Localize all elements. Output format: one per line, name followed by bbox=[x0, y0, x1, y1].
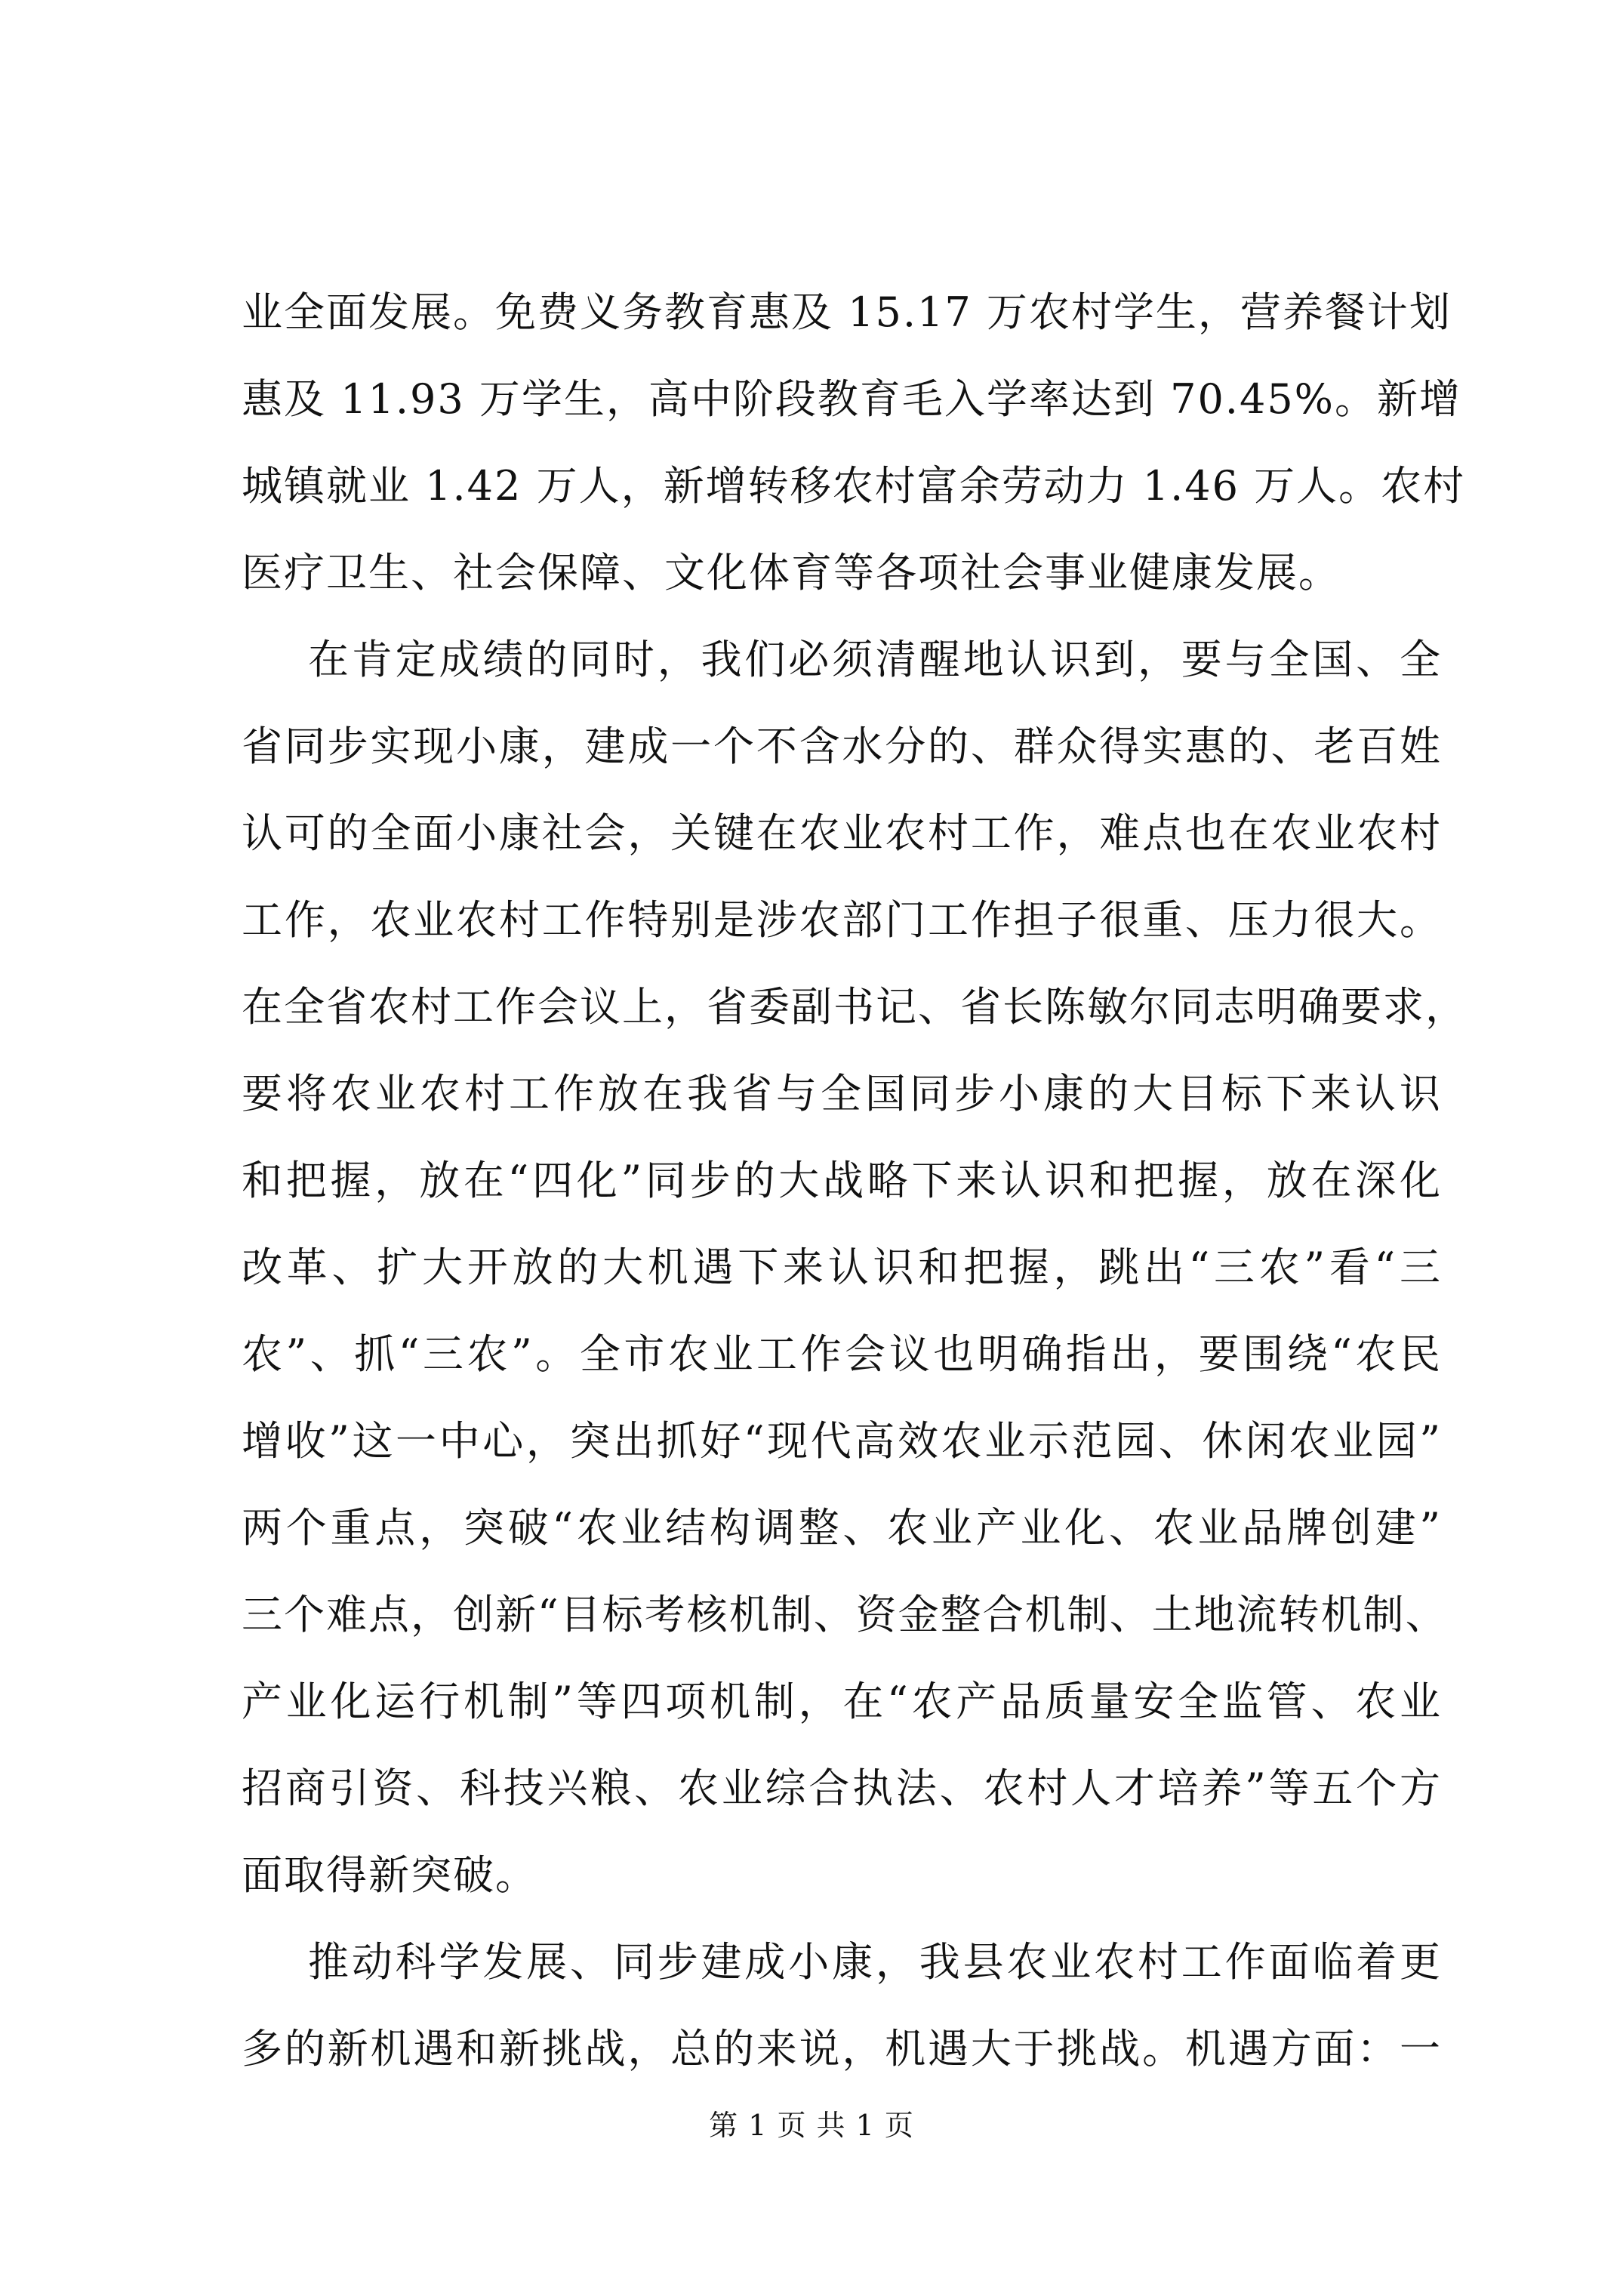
body-text bbox=[242, 269, 1467, 2092]
text-line: 惠及 11.93 万学生，高中阶段教育毛入学率达到 70.45%。新增 bbox=[242, 375, 1461, 423]
text-line: 两个重点，突破“农业结构调整、农业产业化、农业品牌创建” bbox=[242, 1504, 1442, 1552]
page-number-footer: 第 1 页 共 1 页 bbox=[709, 2109, 914, 2142]
text-line: 招商引资、科技兴粮、农业综合执法、农村人才培养”等五个方 bbox=[242, 1764, 1442, 1812]
text-line: 推动科学发展、同步建成小康，我县农业农村工作面临着更 bbox=[308, 1938, 1442, 1986]
text-line: 认可的全面小康社会，关键在农业农村工作，难点也在农业农村 bbox=[242, 809, 1442, 857]
text-line: 三个难点，创新“目标考核机制、资金整合机制、土地流转机制、 bbox=[242, 1591, 1448, 1638]
text-line: 增收”这一中心，突出抓好“现代高效农业示范园、休闲农业园” bbox=[242, 1417, 1442, 1465]
text-line: 工作，农业农村工作特别是涉农部门工作担子很重、压力很大。 bbox=[242, 896, 1442, 944]
text-line: 改革、扩大开放的大机遇下来认识和把握，跳出“三农”看“三 bbox=[242, 1244, 1442, 1291]
text-line: 产业化运行机制”等四项机制，在“农产品质量安全监管、农业 bbox=[242, 1678, 1442, 1725]
text-line: 和把握，放在“四化”同步的大战略下来认识和把握，放在深化 bbox=[242, 1157, 1442, 1204]
text-line: 业全面发展。免费义务教育惠及 15.17 万农村学生，营养餐计划 bbox=[242, 288, 1452, 336]
text-line: 多的新机遇和新挑战，总的来说，机遇大于挑战。机遇方面：一 bbox=[242, 2025, 1442, 2073]
text-line: 面取得新突破。 bbox=[242, 1851, 537, 1899]
text-line: 医疗卫生、社会保障、文化体育等各项社会事业健康发展。 bbox=[242, 549, 1341, 596]
text-line: 在肯定成绩的同时，我们必须清醒地认识到，要与全国、全 bbox=[308, 636, 1442, 683]
text-line: 在全省农村工作会议上，省委副书记、省长陈敏尔同志明确要求， bbox=[242, 983, 1467, 1031]
text-line: 省同步实现小康，建成一个不含水分的、群众得实惠的、老百姓 bbox=[242, 723, 1442, 770]
text-line: 城镇就业 1.42 万人，新增转移农村富余劳动力 1.46 万人。农村 bbox=[242, 462, 1466, 510]
text-line: 要将农业农村工作放在我省与全国同步小康的大目标下来认识 bbox=[242, 1070, 1442, 1117]
text-line: 农”、抓“三农”。全市农业工作会议也明确指出，要围绕“农民 bbox=[242, 1330, 1442, 1378]
